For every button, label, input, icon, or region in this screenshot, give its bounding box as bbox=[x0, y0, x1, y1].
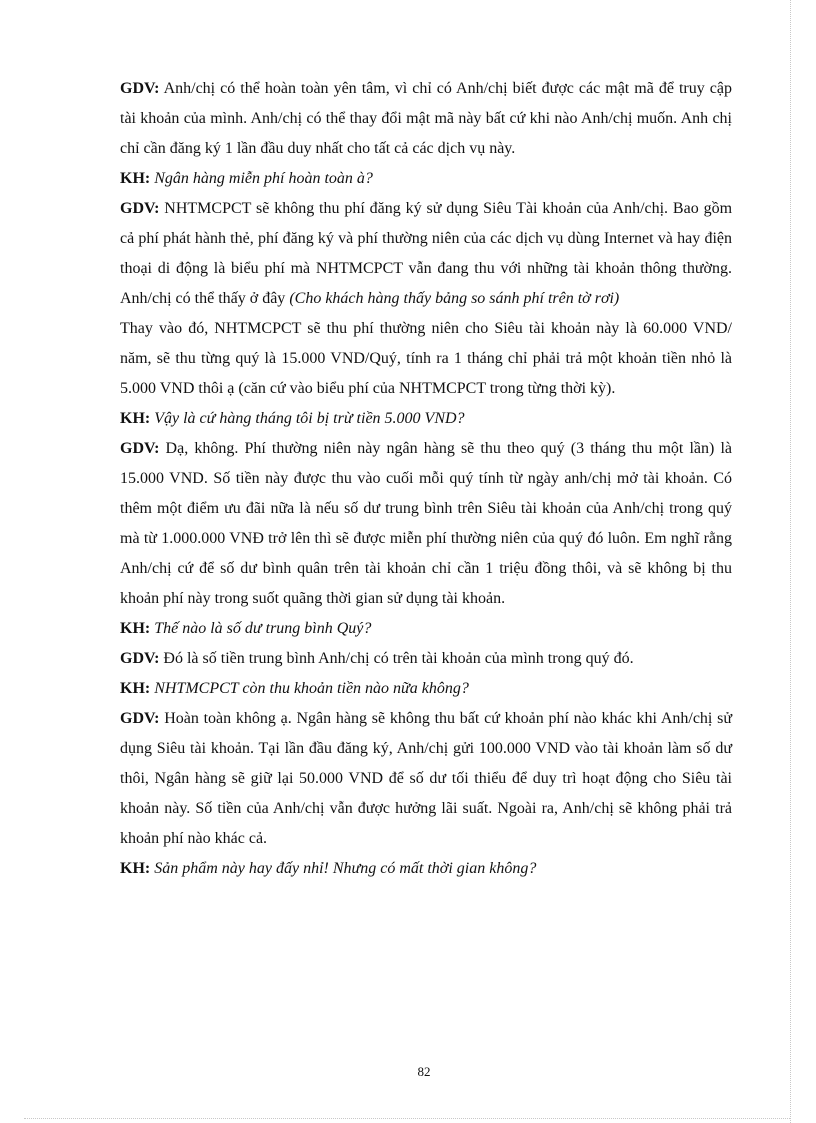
dialogue-text: Dạ, không. Phí thường niên này ngân hàng sẽ thu theo quý (3 tháng thu một lần) là 15.000 VND. Số tiền này được thu vào cuối mỗi quý tính từ ngày anh/chị mở tài khoản. Có thêm một điểm ưu đãi nữa là nếu số dư trung bình trên Siêu tài khoản của Anh/chị trong quý mà từ 1.000.000 VNĐ trở lên thì sẽ được miễn phí thường niên của quý đó luôn. Em nghĩ rằng Anh/chị cứ để số dư bình quân trên tài khoản chỉ cần 1 triệu đồng thôi, và sẽ không bị thu khoản phí này trong suốt quãng thời gian sử dụng tài khoản. bbox=[120, 440, 732, 607]
dialogue-text: Vậy là cứ hàng tháng tôi bị trừ tiền 5.000 VND? bbox=[154, 410, 465, 427]
speaker-label: GDV: bbox=[120, 710, 160, 727]
page-bottom-border bbox=[24, 1118, 790, 1119]
dialogue-gdv-paragraph bbox=[120, 74, 732, 164]
page-number: 82 bbox=[417, 1064, 431, 1079]
speaker-label: KH: bbox=[120, 170, 151, 187]
dialogue-continuation-paragraph bbox=[120, 314, 732, 404]
dialogue-text: Đó là số tiền trung bình Anh/chị có trên tài khoản của mình trong quý đó. bbox=[163, 650, 634, 667]
speaker-label: KH: bbox=[120, 410, 151, 427]
speaker-label: KH: bbox=[120, 680, 151, 697]
speaker-label: GDV: bbox=[120, 200, 160, 217]
dialogue-content bbox=[120, 74, 732, 884]
speaker-label: GDV: bbox=[120, 440, 160, 457]
dialogue-text: Sản phẩm này hay đấy nhỉ! Nhưng có mất thời gian không? bbox=[154, 860, 537, 877]
stage-direction-note: (Cho khách hàng thấy bảng so sánh phí trên tờ rơi) bbox=[289, 290, 620, 307]
dialogue-text: Ngân hàng miễn phí hoàn toàn à? bbox=[154, 170, 373, 187]
dialogue-gdv-paragraph bbox=[120, 194, 732, 314]
dialogue-gdv-paragraph bbox=[120, 704, 732, 854]
dialogue-gdv-paragraph bbox=[120, 434, 732, 614]
dialogue-text: NHTMCPCT còn thu khoản tiền nào nữa không? bbox=[154, 680, 469, 697]
dialogue-text: NHTMCPCT sẽ không thu phí đăng ký sử dụng Siêu Tài khoản của Anh/chị. Bao gồm cả phí phát hành thẻ, phí đăng ký và phí thường niên của các dịch vụ dùng Internet và hay điện thoại di động là biểu phí mà NHTMCPCT vẫn đang thu với những tài khoản thông thường. Anh/chị có thể thấy ở đây bbox=[120, 200, 733, 307]
dialogue-kh-paragraph bbox=[120, 854, 732, 884]
dialogue-kh-paragraph bbox=[120, 674, 732, 704]
page-right-border bbox=[790, 0, 791, 1123]
speaker-label: GDV: bbox=[120, 650, 160, 667]
dialogue-text: Anh/chị có thể hoàn toàn yên tâm, vì chỉ có Anh/chị biết được các mật mã để truy cập tài khoản của mình. Anh/chị có thể thay đổi mật mã này bất cứ khi nào Anh/chị muốn. Anh chị chỉ cần đăng ký 1 lần đầu duy nhất cho tất cả các dịch vụ này. bbox=[120, 80, 732, 157]
dialogue-text: Thế nào là số dư trung bình Quý? bbox=[154, 620, 372, 637]
dialogue-kh-paragraph bbox=[120, 164, 732, 194]
dialogue-text: Hoàn toàn không ạ. Ngân hàng sẽ không thu bất cứ khoản phí nào khác khi Anh/chị sử dụng Siêu tài khoản. Tại lần đầu đăng ký, Anh/chị gửi 100.000 VND vào tài khoản làm số dư thôi, Ngân hàng sẽ giữ lại 50.000 VND để số dư tối thiểu để duy trì hoạt động cho Siêu tài khoản này. Số tiền của Anh/chị vẫn được hưởng lãi suất. Ngoài ra, Anh/chị sẽ không phải trả khoản phí nào khác cả. bbox=[120, 710, 733, 847]
dialogue-gdv-paragraph bbox=[120, 644, 732, 674]
speaker-label: KH: bbox=[120, 620, 151, 637]
dialogue-kh-paragraph bbox=[120, 404, 732, 434]
speaker-label: GDV: bbox=[120, 80, 160, 97]
speaker-label: KH: bbox=[120, 860, 151, 877]
dialogue-text: Thay vào đó, NHTMCPCT sẽ thu phí thường niên cho Siêu tài khoản này là 60.000 VND/ năm, sẽ thu từng quý là 15.000 VND/Quý, tính ra 1 tháng chỉ phải trả một khoản tiền nhỏ là 5.000 VND thôi ạ (căn cứ vào biểu phí của NHTMCPCT trong từng thời kỳ). bbox=[120, 320, 732, 397]
dialogue-kh-paragraph bbox=[120, 614, 732, 644]
